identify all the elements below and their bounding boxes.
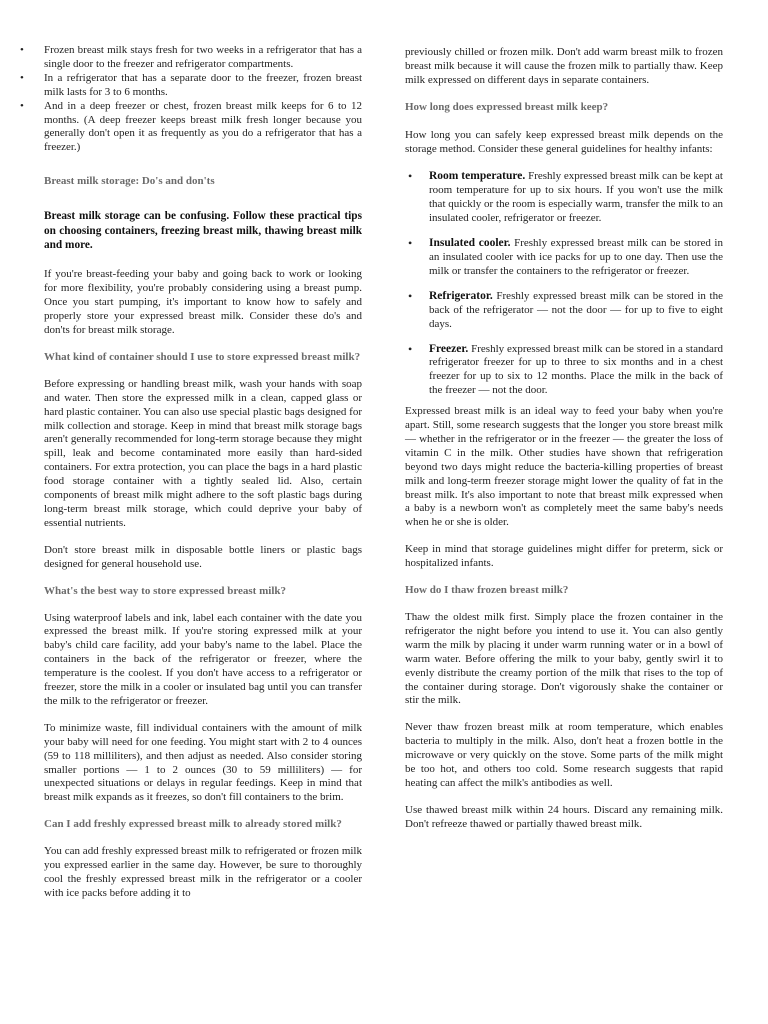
section-heading-thaw: How do I thaw frozen breast milk? [405, 584, 569, 597]
right-column [405, 46, 723, 832]
list-item: • Frozen breast milk stays fresh for two weeks in a refrigerator that has a single door to the freezer and refrigerator compartments. [20, 44, 362, 70]
lead-paragraph: Breast milk storage can be confusing. Follow these practical tips on choosing containers, freezing breast milk, thawing breast milk and more. [44, 210, 362, 251]
best-way-paragraph-1: Using waterproof labels and ink, label each container with the date you expressed the breast milk. If you're storing expressed milk at your baby's child care facility, add your baby's name to the label. Place the containers in the back of the refrigerator or freezer, where the temperature is the coolest. If you don't have access to a refrigerator or freezer, store the milk in a cooler or insulated bag until you can transfer the milk to the refrigerator or freezer. [44, 611, 362, 707]
bullet-icon: • [20, 99, 24, 112]
add-milk-paragraph: You can add freshly expressed breast milk to refrigerated or frozen milk you expressed earlier in the same day. However, be sure to thoroughly cool the freshly expressed breast milk in the refrigerator or a cooler with ice packs before adding it to [44, 845, 362, 899]
bullet-icon: • [408, 288, 413, 303]
section-heading-container: What kind of container should I use to store expressed breast milk? [44, 350, 361, 363]
storage-guidelines-list [405, 170, 723, 398]
thaw-paragraph-1: Thaw the oldest milk first. Simply place the frozen container in the refrigerator the night before you intend to use it. You can also gently warm the milk by placing it under warm running water or in a bowl of warm water. Before offering the milk to your baby, gently swirl it to evenly distribute the creamy portion of the milk that rises to the top of the container during storage. Don't vigorously shake the container or stir the milk. [405, 611, 723, 707]
bullet-icon: • [408, 341, 413, 356]
list-item: • In a refrigerator that has a separate door to the freezer, frozen breast milk lasts for 3 to 6 months. [20, 71, 362, 98]
bullet-icon: • [408, 169, 413, 184]
section-heading-add-milk: Can I add freshly expressed breast milk to already stored milk? [44, 818, 342, 831]
section-heading-keep: How long does expressed breast milk keep? [405, 100, 609, 113]
list-item: • Refrigerator. Freshly expressed breast milk can be stored in the back of the refrigerator — not the door — for up to five to eight days. [408, 288, 723, 330]
bullet-icon: • [408, 236, 413, 251]
freezer-duration-list [20, 44, 362, 155]
intro-paragraph: If you're breast-feeding your baby and going back to work or looking for more flexibility, you're probably considering using a breast pump. Once you start pumping, it's important to know how to safely and properly store your expressed breast milk. Consider these do's and don'ts for breast milk storage. [44, 268, 362, 336]
container-paragraph-2: Don't store breast milk in disposable bottle liners or plastic bags designed for general household use. [44, 543, 362, 570]
thaw-paragraph-2: Never thaw frozen breast milk at room temperature, which enables bacteria to multiply in the milk. Also, don't heat a frozen bottle in the microwave or very quickly on the stove. Some parts of the milk might be too hot, and others too cold. Some research suggests that rapid heating can affect the milk's antibodies as well. [405, 721, 723, 789]
continued-paragraph: previously chilled or frozen milk. Don't add warm breast milk to frozen breast milk because it will cause the frozen milk to partially thaw. Keep milk expressed on different days in separate containers. [405, 46, 723, 86]
preterm-paragraph: Keep in mind that storage guidelines might differ for preterm, sick or hospitalized infants. [405, 543, 723, 570]
list-item: • Insulated cooler. Freshly expressed breast milk can be stored in an insulated cooler with ice packs for up to one day. Then use the milk or transfer the containers to the refrigerator or freezer. [408, 236, 723, 277]
bullet-icon: • [20, 71, 24, 84]
thaw-paragraph-3: Use thawed breast milk within 24 hours. Discard any remaining milk. Don't refreeze thawed or partially thawed breast milk. [405, 803, 723, 830]
ideal-paragraph: Expressed breast milk is an ideal way to feed your baby when you're apart. Still, some research suggests that the longer you store breast milk — whether in the refrigerator or in the freezer — the greater the loss of vitamin C in the milk. Other studies have shown that refrigeration beyond two days might reduce the bacteria-killing properties of breast milk and long-term freezer storage might lower the quality of fat in the breast milk. It's also important to note that breast milk expressed when a baby is a newborn won't as completely meet the same baby's needs when he or she is older. [405, 405, 723, 529]
list-item: • And in a deep freezer or chest, frozen breast milk keeps for 6 to 12 months. (A deep freezer keeps breast milk fresh longer because you generally don't open it as frequently as you do a refrigerator that has a freezer.) [20, 99, 362, 154]
keep-paragraph: How long you can safely keep expressed breast milk depends on the storage method. Consider these general guidelines for healthy infants: [405, 128, 723, 155]
section-heading-dos-donts: Breast milk storage: Do's and don'ts [44, 175, 215, 188]
list-item: • Room temperature. Freshly expressed breast milk can be kept at room temperature for up to six hours. If you won't use the milk that quickly or the room is especially warm, transfer the milk to an insulated cooler, refrigerator or freezer. [408, 169, 723, 225]
section-heading-best-way: What's the best way to store expressed breast milk? [44, 584, 286, 597]
bullet-icon: • [20, 44, 24, 56]
list-item: • Freezer. Freshly expressed breast milk can be stored in a standard refrigerator freezer for up to three to six months and in a chest freezer for up to six to 12 months. Place the milk in the back of the freezer — not the door. [408, 341, 723, 397]
best-way-paragraph-2: To minimize waste, fill individual containers with the amount of milk your baby will need for one feeding. You might start with 2 to 4 ounces (59 to 118 milliliters), and then adjust as needed. Also consider storing smaller portions — 1 to 2 ounces (30 to 59 milliliters) — for unexpected situations or delays in regular feedings. Keep in mind that breast milk expands as it freezes, so don't fill containers to the brim. [44, 721, 362, 804]
left-column [20, 44, 363, 901]
container-paragraph-1: Before expressing or handling breast milk, wash your hands with soap and water. Then store the expressed milk in a clean, capped glass or hard plastic container. You can also use special plastic bags designed for milk collection and storage. Keep in mind that breast milk storage bags aren't generally recommended for long-term storage because they might spill, leak and become contaminated more easily than hard-sided containers. For extra protection, you can place the bags in a hard plastic food storage container with a tightly sealed lid. Also, certain components of breast milk might adhere to the soft plastic bags during long-term breast milk storage, which could deprive your baby of essential nutrients. [44, 377, 363, 529]
